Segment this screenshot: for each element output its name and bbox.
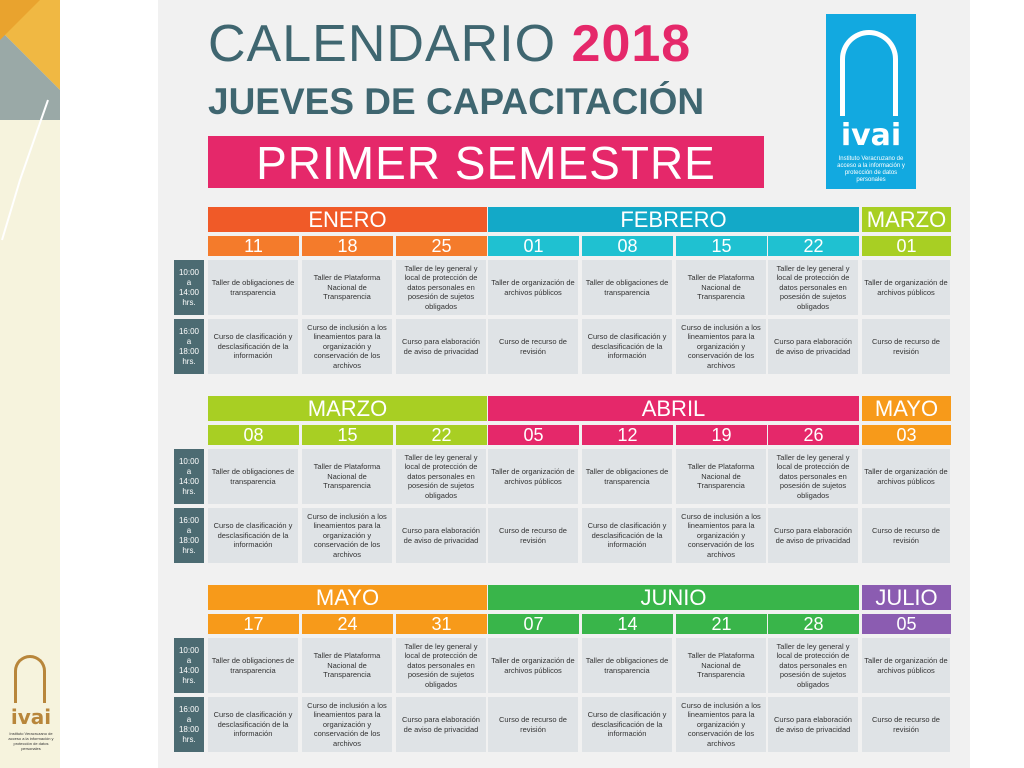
day-number: 21 <box>676 614 767 634</box>
day-number: 05 <box>488 425 579 445</box>
day-number: 01 <box>862 236 951 256</box>
morning-session: Taller de Plataforma Nacional de Transparencia <box>676 449 766 504</box>
morning-session: Taller de obligaciones de transparencia <box>208 638 298 693</box>
day-number: 08 <box>208 425 299 445</box>
logo-word: ivai <box>840 118 902 153</box>
afternoon-session: Curso de clasificación y desclasificación de la información <box>208 508 298 563</box>
afternoon-session: Curso de clasificación y desclasificación de la información <box>208 697 298 752</box>
afternoon-session: Curso de clasificación y desclasificación de la información <box>208 319 298 374</box>
afternoon-session: Curso para elaboración de aviso de privacidad <box>768 319 858 374</box>
ivai-logo <box>826 14 916 189</box>
afternoon-session: Curso para elaboración de aviso de privacidad <box>396 319 486 374</box>
semester-banner: PRIMER SEMESTRE <box>208 136 764 188</box>
afternoon-session: Curso de clasificación y desclasificación de la información <box>582 508 672 563</box>
day-number: 01 <box>488 236 579 256</box>
month-header: MAYO <box>208 585 487 610</box>
morning-session: Taller de Plataforma Nacional de Transparencia <box>302 449 392 504</box>
afternoon-session: Curso de inclusión a los lineamientos para la organización y conservación de los archivos <box>302 508 392 563</box>
morning-session: Taller de ley general y local de protección de datos personales en posesión de sujetos obligados <box>768 449 858 504</box>
time-slot-label: 16:00 a 18:00 hrs. <box>174 697 204 752</box>
morning-session: Taller de organización de archivos públicos <box>862 449 950 504</box>
afternoon-session: Curso de inclusión a los lineamientos para la organización y conservación de los archivos <box>676 319 766 374</box>
day-number: 07 <box>488 614 579 634</box>
time-slot-label: 10:00 a 14:00 hrs. <box>174 260 204 315</box>
day-number: 11 <box>208 236 299 256</box>
arch-icon <box>840 30 898 116</box>
ivai-logo-small <box>6 655 56 751</box>
month-header: ENERO <box>208 207 487 232</box>
morning-session: Taller de ley general y local de protección de datos personales en posesión de sujetos obligados <box>396 260 486 315</box>
morning-session: Taller de ley general y local de protección de datos personales en posesión de sujetos obligados <box>396 449 486 504</box>
day-number: 14 <box>582 614 673 634</box>
afternoon-session: Curso de recurso de revisión <box>862 508 950 563</box>
logo-subtitle: Instituto Veracruzano de acceso a la información y protección de datos personales <box>837 156 905 183</box>
morning-session: Taller de ley general y local de protección de datos personales en posesión de sujetos obligados <box>396 638 486 693</box>
decorative-shapes <box>0 0 60 768</box>
month-header: JULIO <box>862 585 951 610</box>
day-number: 15 <box>302 425 393 445</box>
time-slot-label: 10:00 a 14:00 hrs. <box>174 638 204 693</box>
afternoon-session: Curso de recurso de revisión <box>862 697 950 752</box>
left-decorative-panel <box>0 0 60 768</box>
day-number: 15 <box>676 236 767 256</box>
morning-session: Taller de organización de archivos públicos <box>862 260 950 315</box>
day-number: 22 <box>396 425 487 445</box>
afternoon-session: Curso de recurso de revisión <box>488 697 578 752</box>
calendar-poster <box>158 0 970 768</box>
day-number: 17 <box>208 614 299 634</box>
morning-session: Taller de Plataforma Nacional de Transparencia <box>302 260 392 315</box>
afternoon-session: Curso para elaboración de aviso de privacidad <box>396 508 486 563</box>
title-year: 2018 <box>571 15 692 73</box>
morning-session: Taller de Plataforma Nacional de Transparencia <box>302 638 392 693</box>
morning-session: Taller de ley general y local de protección de datos personales en posesión de sujetos obligados <box>768 638 858 693</box>
day-number: 22 <box>768 236 859 256</box>
title-main: CALENDARIO <box>208 15 557 73</box>
morning-session: Taller de organización de archivos públicos <box>862 638 950 693</box>
afternoon-session: Curso de recurso de revisión <box>862 319 950 374</box>
morning-session: Taller de ley general y local de protección de datos personales en posesión de sujetos obligados <box>768 260 858 315</box>
morning-session: Taller de organización de archivos públicos <box>488 449 578 504</box>
time-slot-label: 10:00 a 14:00 hrs. <box>174 449 204 504</box>
morning-session: Taller de Plataforma Nacional de Transparencia <box>676 638 766 693</box>
day-number: 03 <box>862 425 951 445</box>
afternoon-session: Curso para elaboración de aviso de privacidad <box>768 697 858 752</box>
month-header: FEBRERO <box>488 207 859 232</box>
morning-session: Taller de obligaciones de transparencia <box>582 260 672 315</box>
morning-session: Taller de obligaciones de transparencia <box>208 449 298 504</box>
page-subtitle: JUEVES DE CAPACITACIÓN <box>208 81 705 122</box>
morning-session: Taller de obligaciones de transparencia <box>582 638 672 693</box>
day-number: 19 <box>676 425 767 445</box>
afternoon-session: Curso de recurso de revisión <box>488 508 578 563</box>
day-number: 31 <box>396 614 487 634</box>
day-number: 08 <box>582 236 673 256</box>
month-header: JUNIO <box>488 585 859 610</box>
morning-session: Taller de Plataforma Nacional de Transparencia <box>676 260 766 315</box>
morning-session: Taller de organización de archivos públicos <box>488 638 578 693</box>
afternoon-session: Curso de inclusión a los lineamientos para la organización y conservación de los archivos <box>302 319 392 374</box>
morning-session: Taller de obligaciones de transparencia <box>208 260 298 315</box>
morning-session: Taller de obligaciones de transparencia <box>582 449 672 504</box>
afternoon-session: Curso de clasificación y desclasificación de la información <box>582 697 672 752</box>
day-number: 25 <box>396 236 487 256</box>
day-number: 12 <box>582 425 673 445</box>
morning-session: Taller de organización de archivos públicos <box>488 260 578 315</box>
day-number: 18 <box>302 236 393 256</box>
month-header: ABRIL <box>488 396 859 421</box>
month-header: MARZO <box>208 396 487 421</box>
afternoon-session: Curso para elaboración de aviso de privacidad <box>768 508 858 563</box>
logo-word: ivai <box>10 705 52 729</box>
page-title <box>208 14 691 74</box>
arch-icon <box>14 655 46 703</box>
afternoon-session: Curso de recurso de revisión <box>488 319 578 374</box>
month-header: MARZO <box>862 207 951 232</box>
month-header: MAYO <box>862 396 951 421</box>
afternoon-session: Curso para elaboración de aviso de privacidad <box>396 697 486 752</box>
day-number: 24 <box>302 614 393 634</box>
afternoon-session: Curso de inclusión a los lineamientos para la organización y conservación de los archivos <box>676 697 766 752</box>
afternoon-session: Curso de clasificación y desclasificación de la información <box>582 319 672 374</box>
day-number: 05 <box>862 614 951 634</box>
afternoon-session: Curso de inclusión a los lineamientos para la organización y conservación de los archivos <box>302 697 392 752</box>
day-number: 28 <box>768 614 859 634</box>
day-number: 26 <box>768 425 859 445</box>
time-slot-label: 16:00 a 18:00 hrs. <box>174 319 204 374</box>
logo-subtitle: Instituto Veracruzano de acceso a la información y protección de datos personales <box>8 731 54 751</box>
time-slot-label: 16:00 a 18:00 hrs. <box>174 508 204 563</box>
afternoon-session: Curso de inclusión a los lineamientos para la organización y conservación de los archivos <box>676 508 766 563</box>
